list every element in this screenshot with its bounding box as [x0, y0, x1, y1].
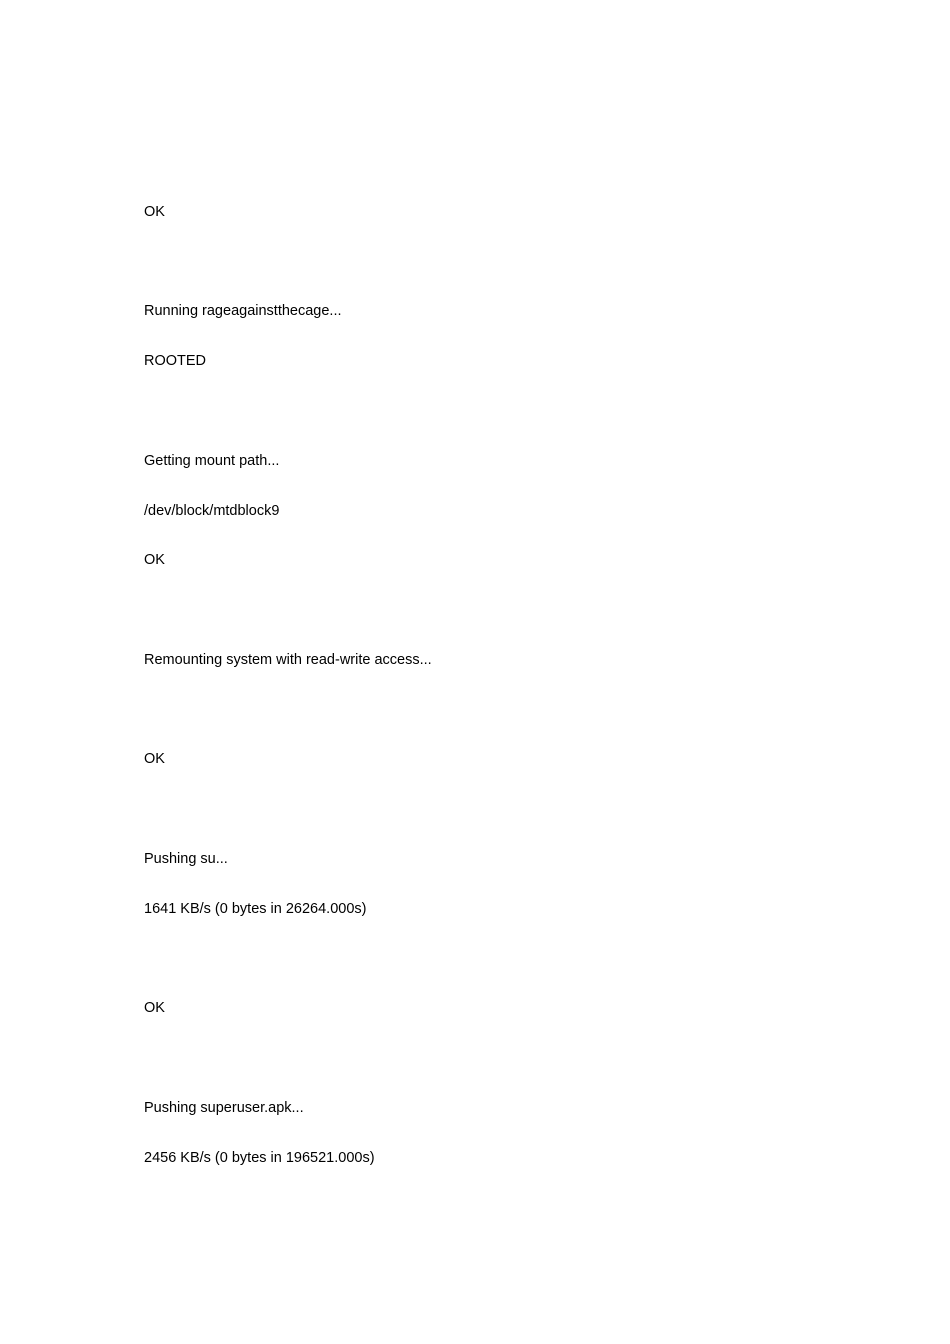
log-line-pushing-apk: Pushing superuser.apk...: [144, 1100, 304, 1116]
log-line-apk-transfer: 2456 KB/s (0 bytes in 196521.000s): [144, 1150, 375, 1166]
log-line-running-exploit: Running rageagainstthecage...: [144, 303, 342, 319]
log-line-remounting: Remounting system with read-write access...: [144, 652, 432, 668]
log-line-mount-path: /dev/block/mtdblock9: [144, 503, 280, 519]
log-line-su-transfer: 1641 KB/s (0 bytes in 26264.000s): [144, 901, 367, 917]
log-line-getting-mount: Getting mount path...: [144, 453, 280, 469]
log-line-rooted: ROOTED: [144, 353, 207, 369]
log-line-pushing-su: Pushing su...: [144, 851, 228, 867]
log-line-ok-3: OK: [144, 751, 165, 767]
log-line-ok-1: OK: [144, 204, 165, 220]
log-line-ok-4: OK: [144, 1000, 165, 1016]
log-line-ok-2: OK: [144, 552, 165, 568]
